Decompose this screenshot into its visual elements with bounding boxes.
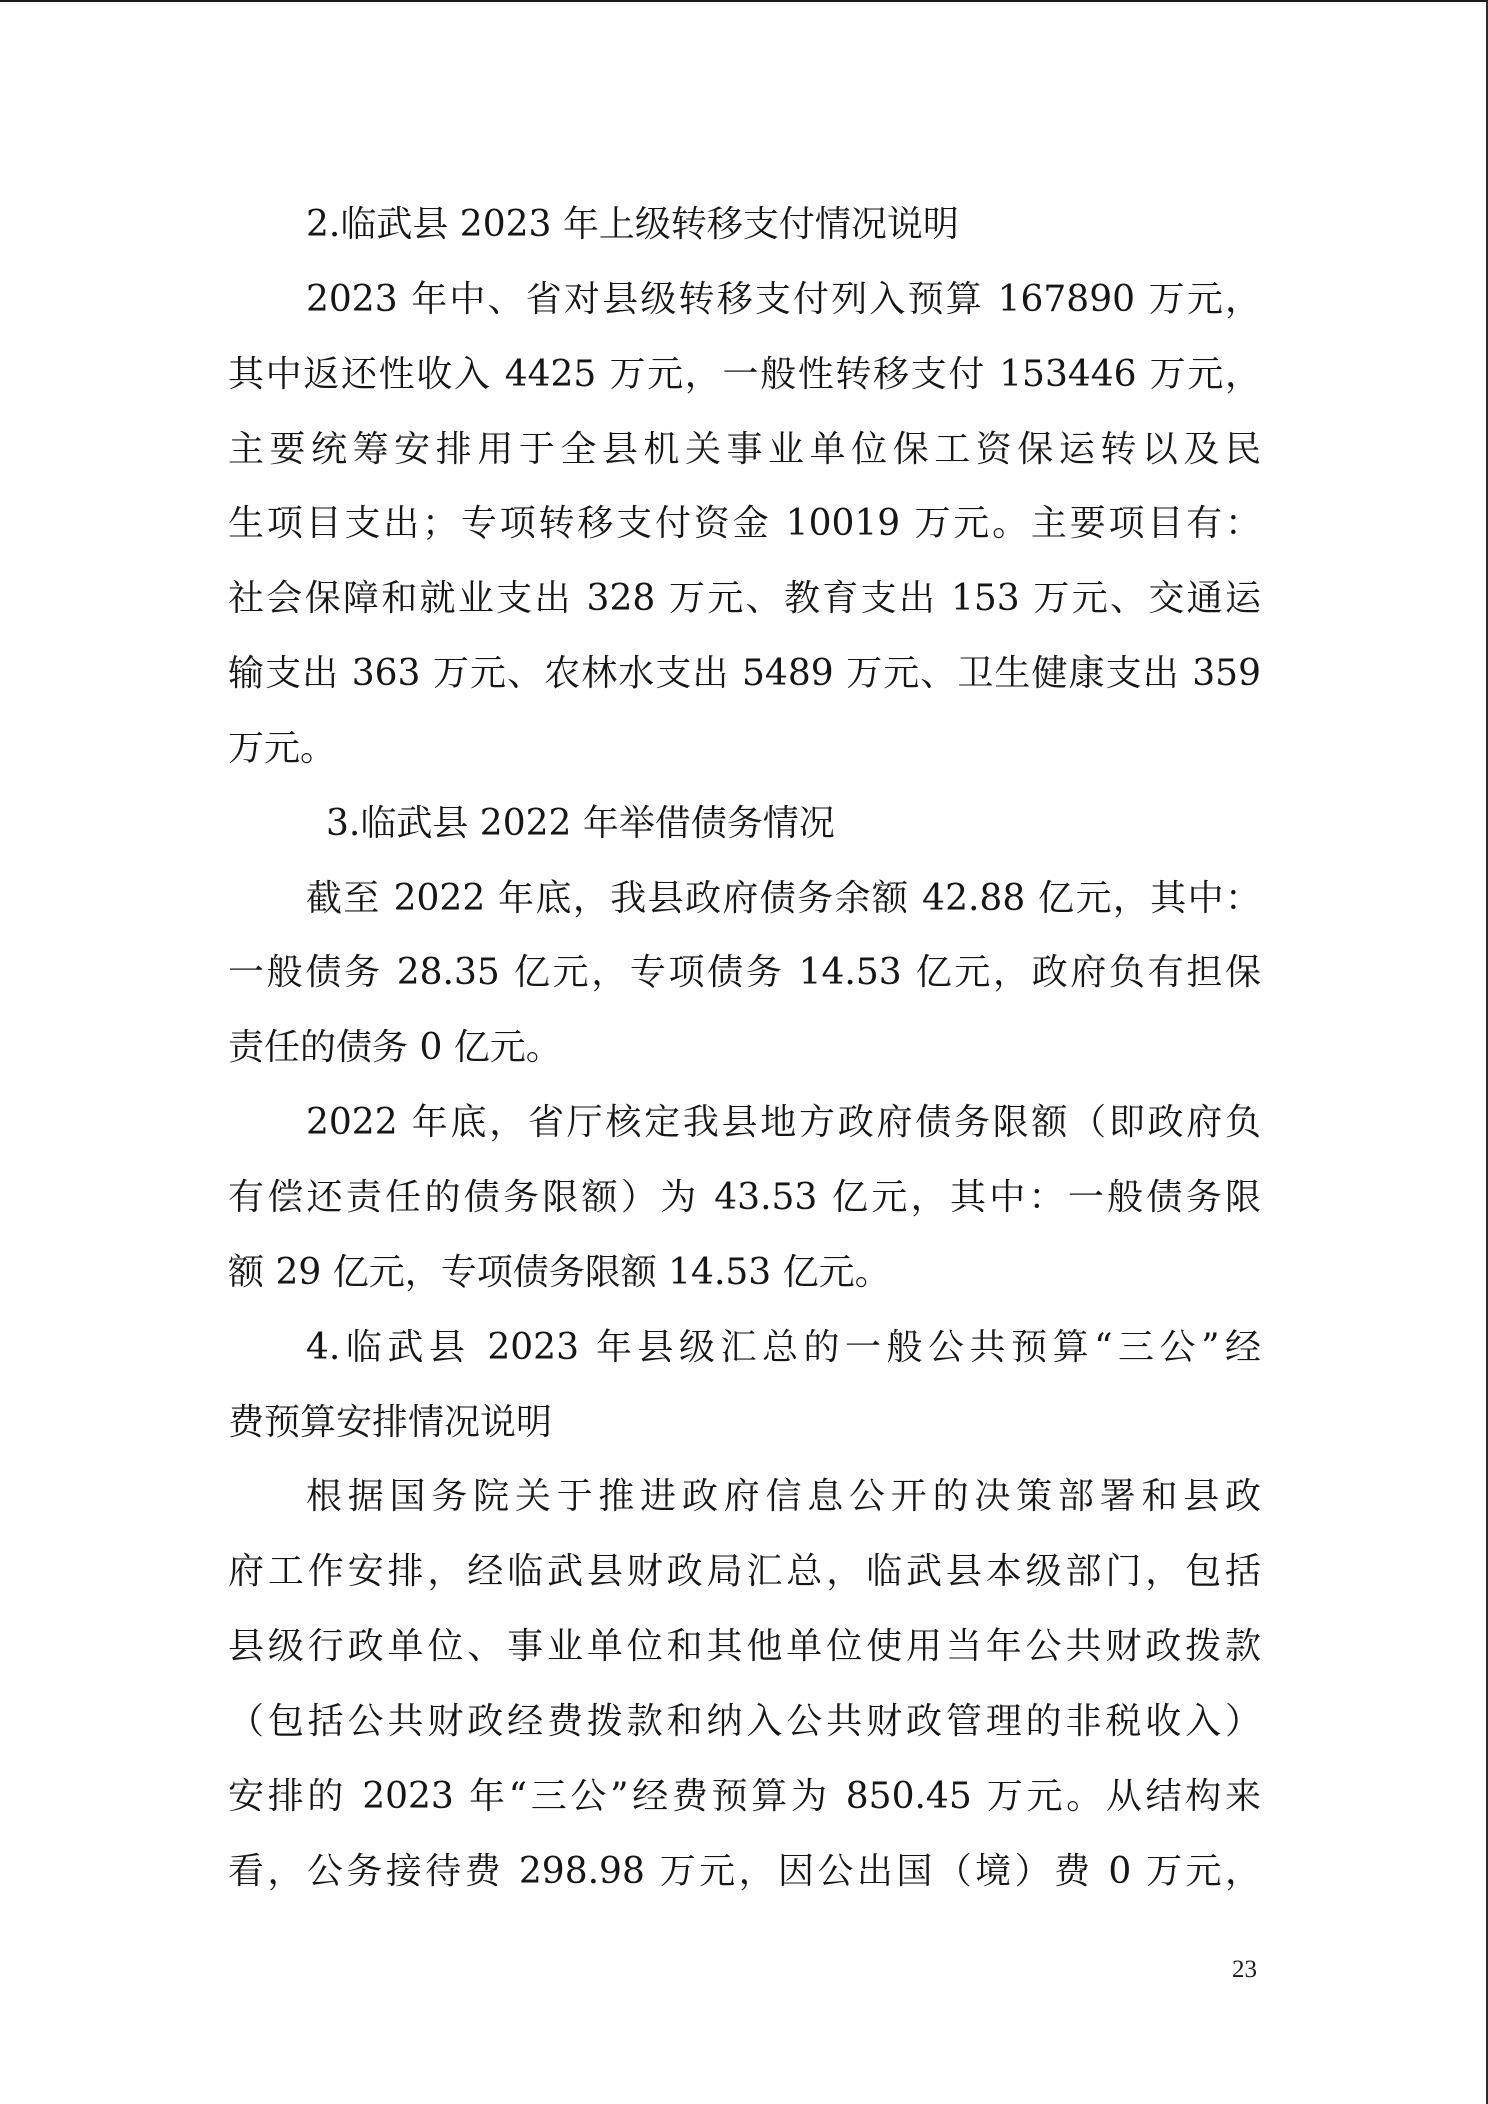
- paragraph-line: 额 29 亿元，专项债务限额 14.53 亿元。: [228, 1251, 891, 1293]
- paragraph-line: 府工作安排，经临武县财政局汇总，临武县本级部门，包括: [228, 1551, 1261, 1593]
- paragraph-line: 生项目支出；专项转移支付资金 10019 万元。主要项目有：: [228, 503, 1261, 545]
- paragraph-line: 县级行政单位、事业单位和其他单位使用当年公共财政拨款: [228, 1626, 1261, 1668]
- section-heading: 2.临武县 2023 年上级转移支付情况说明: [306, 204, 959, 245]
- paragraph-line: 2022 年底，省厅核定我县地方政府债务限额（即政府负: [306, 1102, 1261, 1144]
- text-body: [228, 188, 1261, 1909]
- paragraph-line: 根据国务院关于推进政府信息公开的决策部署和县政: [306, 1476, 1261, 1518]
- paragraph-line: 责任的债务 0 亿元。: [228, 1027, 562, 1069]
- page-number: 23: [1232, 1956, 1257, 1983]
- paragraph-line: 有偿还责任的债务限额）为 43.53 亿元，其中：一般债务限: [228, 1176, 1261, 1218]
- paragraph-line: （包括公共财政经费拨款和纳入公共财政管理的非税收入）: [228, 1700, 1261, 1742]
- paragraph-line: 社会保障和就业支出 328 万元、教育支出 153 万元、交通运: [228, 578, 1261, 620]
- paragraph-line: 一般债务 28.35 亿元，专项债务 14.53 亿元，政府负有担保: [228, 952, 1261, 994]
- paragraph-line: 其中返还性收入 4425 万元，一般性转移支付 153446 万元，: [228, 353, 1261, 395]
- paragraph-line: 看，公务接待费 298.98 万元，因公出国（境）费 0 万元，: [228, 1850, 1261, 1892]
- paragraph-line: 主要统筹安排用于全县机关事业单位保工资保运转以及民: [228, 428, 1261, 470]
- paragraph-line: 安排的 2023 年“三公”经费预算为 850.45 万元。从结构来: [228, 1775, 1261, 1817]
- paragraph-line: 万元。: [228, 727, 337, 769]
- section-heading: 4.临武县 2023 年县级汇总的一般公共预算“三公”经: [306, 1326, 1261, 1368]
- paragraph-line: 输支出 363 万元、农林水支出 5489 万元、卫生健康支出 359: [228, 653, 1261, 695]
- section-heading: 费预算安排情况说明: [228, 1401, 553, 1443]
- paragraph-line: 截至 2022 年底，我县政府债务余额 42.88 亿元，其中：: [306, 877, 1261, 919]
- paragraph-line: 2023 年中、省对县级转移支付列入预算 167890 万元，: [306, 278, 1261, 320]
- section-heading: 3.临武县 2022 年举借债务情况: [326, 802, 835, 844]
